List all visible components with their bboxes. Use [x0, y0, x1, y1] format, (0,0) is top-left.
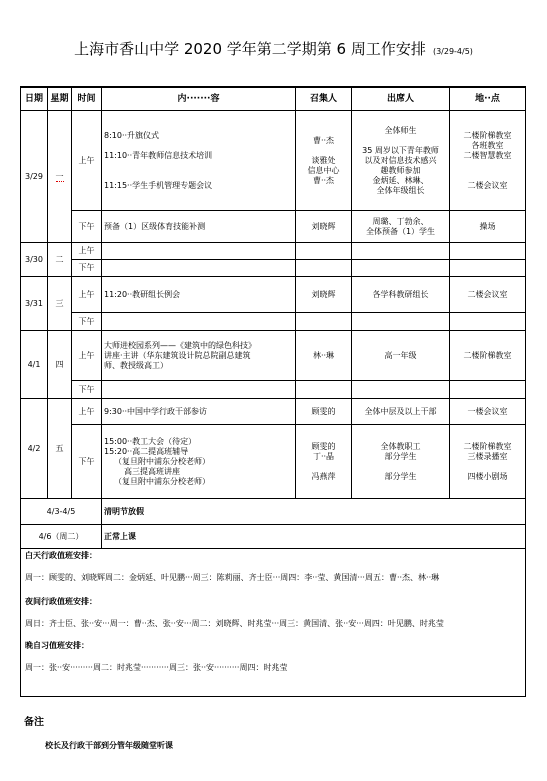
attendee-cell: 全体中层及以上干部	[352, 399, 450, 425]
header-content: 内·······容	[102, 87, 296, 111]
convener-cell: 顾雯的	[296, 399, 352, 425]
slot-pm: 下午	[72, 260, 102, 277]
table-row	[21, 331, 526, 381]
table-row	[21, 381, 526, 399]
content-cell	[102, 381, 296, 399]
duty-day-line: 周一：顾雯的、刘晓辉周二：金炳延、叶见鹏···周三：陈莉丽、齐士臣···周四：李··莹、黄国清···周五：曹··杰、林··琳	[25, 573, 440, 582]
convener-cell: 林··琳	[296, 331, 352, 381]
content-cell: 11:20··教研组长例会	[102, 277, 296, 313]
header-convener: 召集人	[296, 87, 352, 111]
place-cell: 二楼阶梯教室 三楼录播室 四楼小剧场	[450, 425, 526, 499]
attendee-cell: 各学科教研组长	[352, 277, 450, 313]
header-weekday: 星期	[48, 87, 72, 111]
holiday-date: 4/3-4/5	[21, 499, 102, 525]
duty-cell	[21, 549, 526, 697]
schedule-table	[20, 86, 526, 697]
attendee-cell	[352, 260, 450, 277]
convener-cell: 顾雯的 丁··晶 冯燕萍	[296, 425, 352, 499]
slot-am: 上午	[72, 399, 102, 425]
table-row	[21, 399, 526, 425]
header-date: 日期	[21, 87, 48, 111]
title-row	[0, 38, 547, 59]
table-row	[21, 260, 526, 277]
header-row	[21, 87, 526, 111]
convener-cell: 刘晓辉	[296, 277, 352, 313]
slot-pm: 下午	[72, 313, 102, 331]
content-cell: 9:30··中国中学行政干部参访	[102, 399, 296, 425]
convener-cell	[296, 381, 352, 399]
content-cell: 15:00··教工大会（待定） 15:20··高二提高班辅导 （复旦附中浦东分校老师） 高三提高班讲座 （复旦附中浦东分校老师）	[102, 425, 296, 499]
place-cell	[450, 243, 526, 260]
header-attendee: 出席人	[352, 87, 450, 111]
holiday-row	[21, 499, 526, 525]
content-cell	[102, 243, 296, 260]
weekday-cell: 四	[48, 331, 72, 399]
attendee-cell: 全体师生 35 周岁以下青年教师 以及对信息技术感兴 趣教师参加 金炳延、林琳、 全体年级组长	[352, 111, 450, 211]
slot-pm: 下午	[72, 381, 102, 399]
place-cell: 二楼会议室	[450, 277, 526, 313]
convener-cell	[296, 243, 352, 260]
convener-cell: 刘晓辉	[296, 211, 352, 243]
header-place: 地··点	[450, 87, 526, 111]
footer-note: 校长及行政干部到分管年级随堂听课	[45, 741, 173, 750]
date-range: (3/29-4/5)	[432, 47, 473, 56]
duty-day-heading: 白天行政值班安排：	[25, 551, 97, 560]
place-cell: 一楼会议室	[450, 399, 526, 425]
holiday-note: 清明节放假	[102, 499, 526, 525]
table-row	[21, 313, 526, 331]
weekday-cell: 五	[48, 399, 72, 499]
content-cell: 大师进校园系列——《建筑中的绿色科技》 讲座·主讲（华东建筑设计院总院副总建筑 师、教授级高工）	[102, 331, 296, 381]
attendee-cell	[352, 313, 450, 331]
date-cell: 3/29	[21, 111, 48, 243]
slot-pm: 下午	[72, 425, 102, 499]
table-row	[21, 111, 526, 211]
attendee-cell: 高一年级	[352, 331, 450, 381]
duty-study-heading: 晚自习值班安排：	[25, 641, 89, 650]
duty-study-line: 周一：张··安·········周二：时兆莹···········周三：张··安··········周四：时兆莹	[25, 663, 288, 672]
place-cell: 二楼阶梯教室	[450, 331, 526, 381]
duty-night-heading: 夜间行政值班安排：	[25, 597, 97, 606]
table-row	[21, 425, 526, 499]
place-cell	[450, 313, 526, 331]
attendee-cell: 全体教职工 部分学生 部分学生	[352, 425, 450, 499]
table-row	[21, 243, 526, 260]
resume-row	[21, 525, 526, 549]
date-cell: 4/2	[21, 399, 48, 499]
place-cell: 操场	[450, 211, 526, 243]
slot-am: 上午	[72, 243, 102, 260]
table-row	[21, 277, 526, 313]
content-cell: 预备（1）区级体育技能补测	[102, 211, 296, 243]
duty-block	[21, 549, 526, 697]
convener-cell	[296, 313, 352, 331]
slot-am: 上午	[72, 331, 102, 381]
resume-note: 正常上课	[102, 525, 526, 549]
header-time: 时间	[72, 87, 102, 111]
attendee-cell: 周璐、丁勃余、 全体预备（1）学生	[352, 211, 450, 243]
date-cell: 3/30	[21, 243, 48, 277]
content-cell	[102, 313, 296, 331]
place-cell: 二楼阶梯教室 各班教室 二楼智慧教室 二楼会议室	[450, 111, 526, 211]
weekday-cell: 三	[48, 277, 72, 331]
slot-am: 上午	[72, 111, 102, 211]
content-cell: 8:10··升旗仪式 11:10··青年教师信息技术培训 11:15··学生手机管理专题会议	[102, 111, 296, 211]
duty-night-line: 周日：齐士臣、张··安···周一：曹··杰、张··安···周二：刘晓辉、时兆莹···周三：黄国清、张··安···周四：叶见鹏、时兆莹	[25, 619, 444, 628]
place-cell	[450, 260, 526, 277]
page-title: 上海市香山中学 2020 学年第二学期第 6 周工作安排	[74, 40, 426, 58]
footer-label: 备注	[24, 717, 44, 728]
weekday-cell: 一	[48, 111, 72, 243]
attendee-cell	[352, 243, 450, 260]
content-cell	[102, 260, 296, 277]
date-cell: 4/1	[21, 331, 48, 399]
place-cell	[450, 381, 526, 399]
resume-date: 4/6（周二）	[21, 525, 102, 549]
attendee-cell	[352, 381, 450, 399]
convener-cell: 曹··杰 谈雅处 信息中心 曹··杰	[296, 111, 352, 211]
convener-cell	[296, 260, 352, 277]
table-row	[21, 211, 526, 243]
slot-pm: 下午	[72, 211, 102, 243]
weekday-cell: 二	[48, 243, 72, 277]
slot-am: 上午	[72, 277, 102, 313]
date-cell: 3/31	[21, 277, 48, 331]
